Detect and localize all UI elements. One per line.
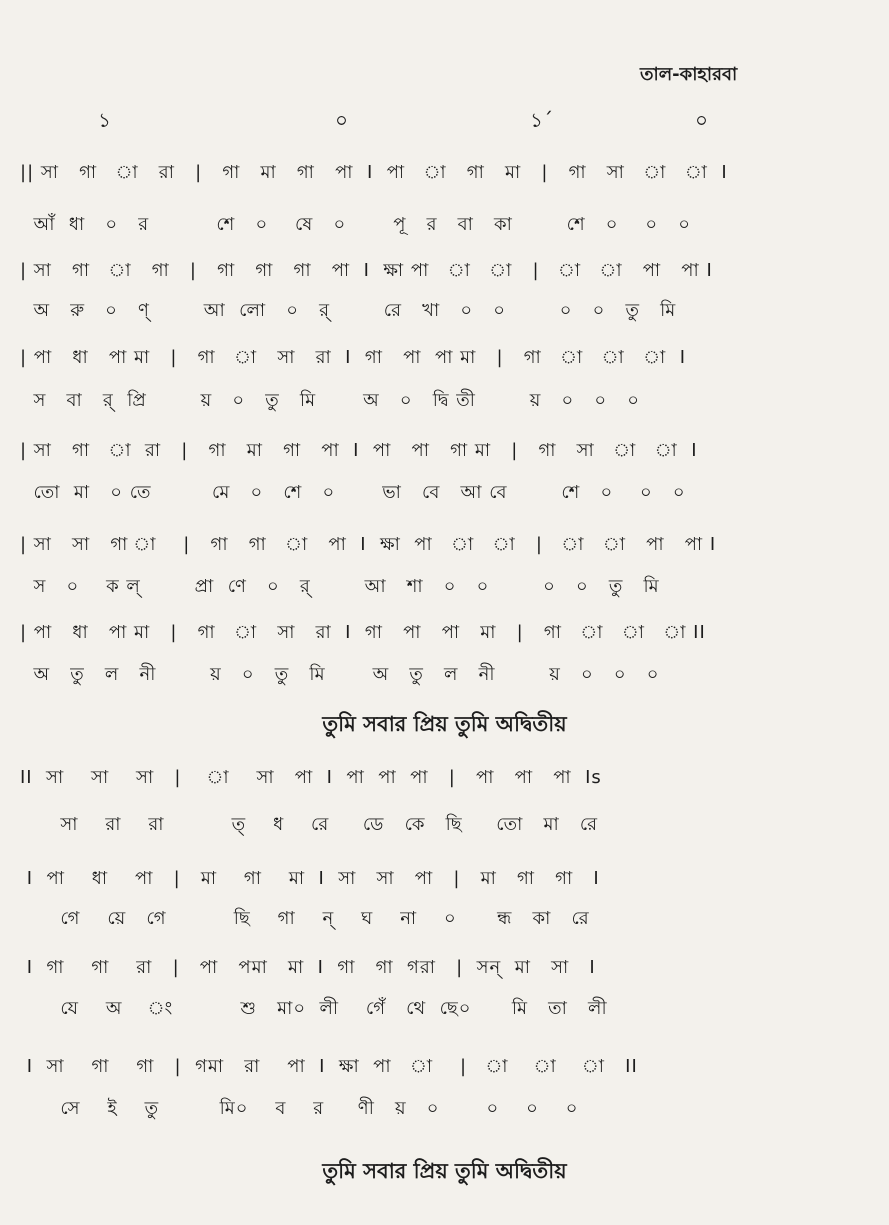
lyric-line: স ০ ক ল্ প্রা ণে ০ র্ আ শা ০ ০ ০ ০ তু মি [20, 576, 660, 597]
swara-line: | সা সা গা া | গা গা া পা I ক্ষা পা া া | া া পা পা I [20, 534, 717, 555]
lyric-line: অ রু ০ ণ্ আ লো ০ র্ রে খা ০ ০ ০ ০ তু মি [20, 300, 677, 321]
lyric-line: সে ই তু মি০ ব র ণী য় ০ ০ ০ ০ [20, 1098, 579, 1119]
beat-marker: ১ [98, 108, 111, 132]
swara-line: I পা ধা পা | মা গা মা I সা সা পা | মা গা গা I [20, 868, 600, 889]
lyric-line: অ তু ল নী য় ০ তু মি অ তু ল নী য় ০ ০ ০ [20, 664, 660, 685]
lyric-line: স বা র্ প্রি য় ০ তু মি অ ০ দ্বি তী য় ০ ০ ০ [20, 390, 640, 411]
section-heading: তুমি সবার প্রিয় তুমি অদ্বিতীয় [322, 712, 567, 736]
beat-marker: ১´ [530, 108, 553, 132]
lyric-line: গে য়ে গে ছি গা ন্ ঘ না ০ ন্ধ কা রে [20, 908, 590, 929]
lyric-line: আঁ ধা ০ র শে ০ ষে ০ পূ র বা কা শে ০ ০ ০ [20, 214, 691, 235]
swara-line: | সা গা া রা | গা মা গা পা I পা পা গা মা | গা সা া া I [20, 440, 698, 461]
swara-line: | পা ধা পা মা | গা া সা রা I গা পা পা মা | গা া া া II [20, 622, 706, 643]
beat-marker: ০ [695, 108, 709, 132]
swara-line: II সা সা সা | া সা পা I পা পা পা | পা পা পা Is [20, 767, 602, 788]
lyric-line: তো মা ০ তে মে ০ শে ০ ভা বে আ বে শে ০ ০ ০ [20, 482, 686, 503]
swara-line: I সা গা গা | গমা রা পা I ক্ষা পা া | া া া II [20, 1056, 638, 1077]
swara-line: || সা গা া রা | গা মা গা পা I পা া গা মা | গা সা া া I [20, 162, 728, 183]
swara-line: | সা গা া গা | গা গা গা পা I ক্ষা পা া া | া া পা পা I [20, 260, 713, 281]
swara-line: | পা ধা পা মা | গা া সা রা I গা পা পা মা | গা া া া I [20, 347, 687, 368]
swara-line: I গা গা রা | পা পমা মা I গা গা গরা | সন্ মা সা I [20, 957, 596, 978]
beat-marker: ০ [335, 108, 349, 132]
taal-label: তাল-কাহারবা [640, 64, 738, 85]
lyric-line: যে অ ং শু মা০ লী গেঁ থে ছে০ মি তা লী [20, 998, 608, 1019]
section-heading: তুমি সবার প্রিয় তুমি অদ্বিতীয় [322, 1159, 567, 1183]
beat-markers [0, 106, 889, 136]
lyric-line: সা রা রা ত্ ধ রে ডে কে ছি তো মা রে [20, 814, 599, 835]
